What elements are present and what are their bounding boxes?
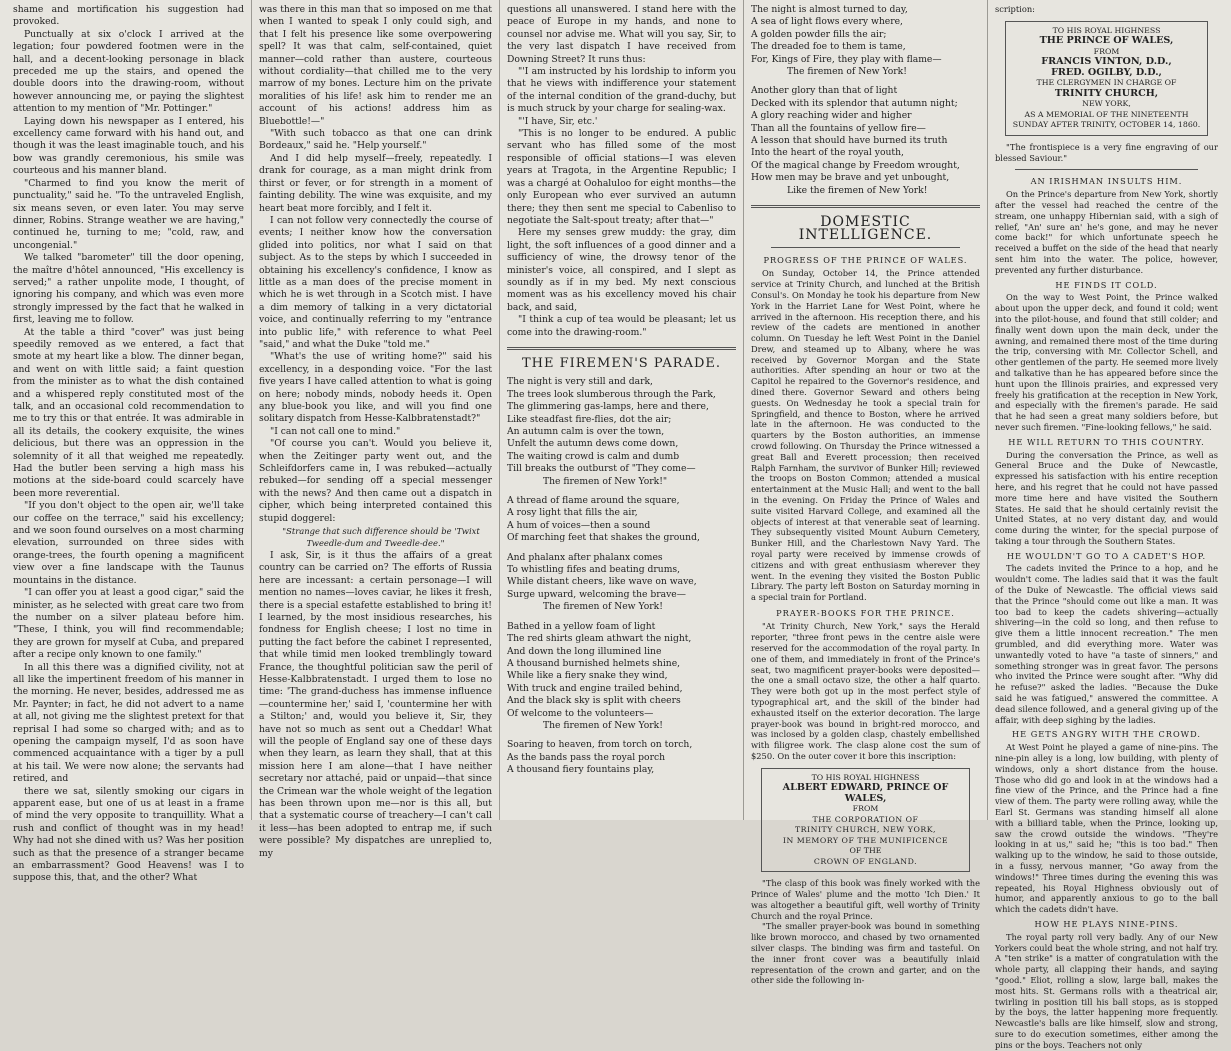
inscription-box bbox=[761, 768, 970, 873]
paragraph: Laying down his newspaper as I entered, his excellency came forward with his hand out, and though it was the least imaginable touch, and his bow was grandly ceremonious, his smile was courteous and his manner bland. bbox=[13, 115, 244, 177]
poem-line: The trees look slumberous through the Park, bbox=[507, 388, 716, 400]
section-text: On the Prince's departure from New York, shortly after the vessel had reached the centre of the stream, one unhappy Hibernian said, with a sigh of relief, "An' sure an' he's gone, and may he never come back!" for which unfortunate speech he received a buffet on the side of the head that nearly sent him into the water. The police, however, prevented any further disturbance. bbox=[995, 189, 1218, 275]
section-divider bbox=[751, 205, 980, 208]
column-5 bbox=[988, 0, 1225, 1050]
box-line: TRINITY CHURCH, bbox=[1054, 87, 1159, 99]
poem-line: As the bands pass the royal porch bbox=[507, 751, 666, 763]
paragraph: I ask, Sir, is it thus the affairs of a great country can be carried on? The efforts of Russia here are incessant: a certain personage—I will mention no names—loves caviar, he likes it fresh, there is a special estafette established to bring it! I learned, by the most insidious researches, his fondness for English cheese; I lost no time in putting the fact before the cabinet I represented, that while timid men looked tremblingly toward France, the thoughtful politician saw the peril of Hesse-Kalbbratenstadt. I urged them to lose no time: 'The grand-duchess has immense influence—countermine her,' said I, 'countermine her with a Stilton;' and, would you believe it, Sir, they have not so much as sent out a Cheddar! What will the people of England say one of these days when they learn, as learn they shall, that at this mission here I am alone—that I have neither secretary nor attaché, paid or unpaid—that since the Crimean war the whole weight of the legation has been thrown upon me—nor is this all, but that a systematic course of treachery—I can't call it less—has been adopted to entrap me, if such were possible? My dispatches are unreplied to, my bbox=[259, 549, 492, 859]
poem-line: Into the heart of the royal youth, bbox=[751, 147, 904, 159]
paragraph: Punctually at six o'clock I arrived at the legation; four powdered footmen were in the hall, and a decent-looking personage in black preceded me up the stairs, and opened the double doors into the drawing-room, without however announcing me, or paying the slightest attention to my mention of "Mr. Pottinger." bbox=[13, 28, 244, 115]
divider bbox=[1015, 169, 1198, 170]
poem-line: A rosy light that fills the air, bbox=[507, 507, 638, 519]
box-line: IN MEMORY OF THE MUNIFICENCE bbox=[782, 835, 949, 845]
poem-line: Till breaks the outburst of "They come— bbox=[507, 463, 696, 475]
stanza-gap bbox=[507, 614, 736, 621]
column-5-sections bbox=[995, 176, 1218, 1050]
poem-continuation bbox=[751, 4, 980, 197]
poem-line: The firemen of New York! bbox=[543, 601, 663, 613]
poem-line: With truck and engine trailed behind, bbox=[507, 682, 683, 694]
subhead-prayer-books: PRAYER-BOOKS FOR THE PRINCE. bbox=[776, 608, 955, 619]
paragraph: "I can offer you at least a good cigar," said the minister, as he selected with great care two from the number on a silver plateau before him. "These, I think, you will find recommendable; they are grown for myself at Cuba, and prepared after a recipe only known to one family." bbox=[13, 587, 244, 661]
progress-text: On Sunday, October 14, the Prince attended service at Trinity Church, and lunched at the British Consul's. On Monday he took his departure from New York in the Harriet Lane for West Point, where he arrived in the afternoon. His reception there, and his review of the cadets are mentioned in another column. On Tuesday he left West Point in the Daniel Drew, and steamed up to Albany, where he was received by Governor Morgan and the State authorities. After spending an hour or two at the Capitol he repaired to the Governor's residence, and dined there. Governor Seward and others being guests. On Wednesday he took a special train for Springfield, and thence to Boston, where he arrived late in the afternoon. He was conducted to the quarters by the Boston authorities, an immense crowd following. On Thursday the Prince witnessed a great Ball and Everett procession; then received Ralph Farnham, the survivor of Bunker Hill; reviewed the troops on Boston Common; attended a musical entertainment at the Music Hall; and went to the ball in the evening. On Friday the Prince of Wales and suite visited Harvard College, and examined all the objects of interest at that venerable seat of learning. They subsequently visited Mount Auburn Cemetery, Bunker Hill, and the Charlestown Navy Yard. The royal party were received by immense crowds of citizens and with great enthusiasm wherever they went. In the evening they visited the Boston Public Library. The party left Boston on Saturday morning in a special train for Portland. bbox=[751, 268, 980, 603]
section-heading: HE FINDS IT COLD. bbox=[1055, 279, 1158, 290]
paragraph: questions all unanswered. I stand here with the peace of Europe in my hands, and none to counsel nor advise me. What will you say, Sir, to the very last dispatch I have received from Downing Street? It runs thus: bbox=[507, 4, 736, 65]
section-text: During the conversation the Prince, as well as General Bruce and the Duke of Newcastle, expressed his satisfaction with his entire reception here, and his regret that he could not have passed more time here and have visited the Southern States. He said that he should certainly revisit the United States, at no very distant day, and would come during the winter, for the special purpose of taking a tour through the Southern States. bbox=[995, 449, 1218, 546]
section-heading: HOW HE PLAYS NINE-PINS. bbox=[1034, 918, 1179, 929]
section-heading: HE GETS ANGRY WITH THE CROWD. bbox=[1012, 729, 1201, 740]
poem-line: A thousand fiery fountains play, bbox=[507, 764, 655, 776]
section-text: At West Point he played a game of nine-pins. The nine-pin alley is a long, low building, with plenty of windows, only a short distance from the house. Those who did go and look in at the windows had a fine view of the Prince, and the Prince had a fine view of them. The party were rolling away, while the Earl St. Germans was standing himself all alone with a billiard table, when the Prince, looking up, saw the crowd outside the windows. "They're looking in at us," said he; "this is too bad." Then walking up to the window, he said to those outside, in a fussy, nervous manner, "Go away from the windows!" Three times during the evening this was repeated, his Royal Highness obviously out of humor, and apparently anxious to go to the ball which the cadets didn't have. bbox=[995, 742, 1218, 915]
poem-line: Than all the fountains of yellow fire— bbox=[751, 122, 926, 134]
column-3-paragraphs bbox=[507, 4, 736, 339]
paragraph: I can not follow very connectedly the course of events; I neither know how the conversation glided into politics, nor what I said on that subject. As to the steps by which I succeeded in obtaining his excellency's confidence, I know as little as a man does of the precise moment in which he is wet through in a Scotch mist. I have a dim memory of talking in a very dictatorial voice, and continually referring to my "entrance into public life," with reference to what Peel "said," and what the Duke "told me." bbox=[259, 214, 492, 350]
poem-line: The night is almost turned to day, bbox=[751, 4, 908, 15]
section-text: The cadets invited the Prince to a hop, and he wouldn't come. The ladies said that it was the fault of the Duke of Newcastle. The official views said that the Prince "should come out like a man. It was too bad to keep the cadets shivering—actually shivering—in the cold so long, and then refuse to give them a little innocent recreation." The men grumbled, and did everything more. Water was unwantedly voted to have "a taste of sinners," and something stronger was in great favor. The persons who invited the Prince were sought after. "Why did he refuse?" asked the ladies. "Because the Duke said he was fatigued," answered the committee. A dead silence followed, and a general giving up of the affair, with deep sighing by the ladies. bbox=[995, 563, 1218, 725]
box-line: THE CORPORATION OF bbox=[812, 814, 919, 824]
poem-line: An autumn calm is over the town, bbox=[507, 426, 665, 437]
box-line: CROWN OF ENGLAND. bbox=[813, 856, 918, 866]
stanza-gap bbox=[507, 488, 736, 495]
column-2-paragraphs-b bbox=[259, 550, 492, 860]
poem-line: The firemen of New York! bbox=[543, 719, 663, 731]
poem-line: The night is very still and dark, bbox=[507, 376, 653, 388]
poem-line: The dreaded foe to them is tame, bbox=[751, 41, 906, 53]
paragraph: shame and mortification his suggestion had provoked. bbox=[13, 4, 244, 28]
poem-line: The firemen of New York!" bbox=[543, 475, 668, 487]
poem-line: The firemen of New York! bbox=[787, 66, 907, 78]
poem-title: THE FIREMEN'S PARADE. bbox=[521, 355, 721, 371]
inscription-box-2 bbox=[1005, 21, 1208, 136]
poem-line: And the black sky is split with cheers bbox=[507, 695, 681, 707]
poem-line: And phalanx after phalanx comes bbox=[507, 551, 663, 563]
poem-line: How men may be brave and yet unbought, bbox=[751, 172, 950, 184]
paragraph: "I can not call one to mind." bbox=[270, 425, 401, 437]
paragraph: "'I have, Sir, etc.' bbox=[518, 115, 598, 127]
poem-line: Soaring to heaven, from torch on torch, bbox=[507, 739, 693, 751]
box-line: FROM bbox=[1093, 46, 1120, 56]
paragraph: there we sat, silently smoking our cigars in apparent ease, but one of us at least in a frame of mind the very opposite to tranquillity. What a rush and conflict of thought was in my head! Why had not she dined with us? Was her position such as that the presence of a stranger became an embarrassment? Good Heavens! was I to suppose this, that, and the other? What bbox=[13, 785, 244, 884]
section-heading: HE WILL RETURN TO THIS COUNTRY. bbox=[1008, 436, 1205, 447]
box-line: NEW YORK, bbox=[1082, 99, 1131, 109]
paragraph: "If you don't object to the open air, we'll take our coffee on the terrace," said his excellency; and we soon found ourselves on a most charming elevation, surrounded on three sides with orange-trees, the fourth opening a magnificent view over a fine landscape with the Taunus mountains in the distance. bbox=[13, 500, 244, 586]
stanza-gap bbox=[507, 545, 736, 552]
poem-line: Of the magical change by Freedom wrought, bbox=[751, 159, 960, 171]
paragraph: At the table a third "cover" was just being speedily removed as we entered, a fact that smote at my heart like a blow. The dinner began, and went on with little said; a faint question from the minister as to what the dish contained and a whispered reply constituted most of the talk, and an occasional cold recommendation to me to try this or that entrée. It was admirable in all its details, the cookery exquisite, the wines delicious, but there was an oppression in the solemnity of it all that weighed me repeatedly. Had the butler been serving a high mass his motions at the side-board could scarcely have been more reverential. bbox=[13, 326, 244, 499]
paragraph: Here my senses grew muddy: the gray, dim light, the soft influences of a good dinner and a sufficiency of wine, the drowsy tenor of the minister's voice, all conspired, and I slept as soundly as if in my bed. My next conscious moment was as his excellency moved his chair back, and said, bbox=[507, 227, 736, 313]
paragraph: We talked "barometer" till the door opening, the maître d'hôtel announced, "His excellency is served;" a rather unpolite mode, I thought, of ignoring his company, and which was even more strongly impressed by the fact that he walked in first, leaving me to follow. bbox=[13, 252, 244, 326]
section-text: The royal party roll very badly. Any of our New Yorkers could beat the whole string, and not half try. A "ten strike" is a matter of congratulation with the whole party, all clapping their hands, and saying "good." Eliot, rolling a slow, large ball, makes the most hits. St. Germans rolls with a theatrical air, twirling in position till his ball stops, as is stopped by the boys, the latter happening more frequently. Newcastle's balls are like himself, slow and strong, sure to do execution sometimes, either among the pins or the boys. Teachers not only bbox=[995, 931, 1218, 1050]
clasp-text: "The clasp of this book was finely worked with the Prince of Wales' plume and the motto 'Ich Dien.' It was altogether a beautiful gift, well worthy of Trinity Church and the royal Prince. bbox=[751, 878, 980, 921]
paragraph: "'I am instructed by his lordship to inform you that he views with indifference your statement of the internal condition of the grand-duchy, but is much struck by your charge for sealing-wax. bbox=[507, 66, 736, 115]
title-rule bbox=[771, 247, 960, 248]
poem-line: Unfelt the autumn dews come down, bbox=[507, 438, 679, 450]
scription-label: scription: bbox=[995, 4, 1035, 14]
prayer-books-text: "At Trinity Church, New York," says the Herald reporter, "three front pews in the centre aisle were reserved for the accommodation of the royal party. In one of them, and immediately in front of the Prince's seat, two magnificent prayer-books were deposited—the one a small octavo size, the other a half quarto. They were both got up in the most perfect style of typographical art, and the skill of the binder had exhausted itself on the exterior decoration. The large prayer-book was bound in bright-red morocco, and was inclosed by a golden clasp, chastely embellished with filigree work. The clasp alone cost the sum of $250. On the outer cover it bore this inscription: bbox=[751, 621, 980, 761]
poem-line: Like the firemen of New York! bbox=[787, 184, 928, 196]
paragraph: "I think a cup of tea would be pleasant; let us come into the drawing-room." bbox=[507, 314, 736, 338]
box-line: TO HIS ROYAL HIGHNESS bbox=[1052, 25, 1161, 35]
column-3 bbox=[500, 0, 744, 820]
poem-line: Decked with its splendor that autumn night; bbox=[751, 97, 958, 109]
paragraph: "What's the use of writing home?" said his excellency, in a desponding voice. "For the last five years I have called attention to what is going on here; nobody minds, nobody heeds it. Open any blue-book you like, and will you find one solitary dispatch from Hesse-Kalbbratenstadt?" bbox=[259, 351, 492, 425]
box-line: FROM bbox=[852, 804, 879, 814]
poem-line: The glimmering gas-lamps, here and there, bbox=[507, 401, 709, 413]
poem-body bbox=[507, 376, 736, 776]
box-line: AS A MEMORIAL OF THE NINETEENTH SUNDAY AFTER TRINITY, OCTOBER 14, 1860. bbox=[1012, 109, 1201, 130]
section-heading: AN IRISHMAN INSULTS HIM. bbox=[1030, 176, 1183, 187]
poem-line: A glory reaching wider and higher bbox=[751, 110, 912, 122]
box-line: TRINITY CHURCH, NEW YORK, bbox=[794, 825, 937, 835]
poem-line: A sea of light flows every where, bbox=[751, 16, 903, 28]
paragraph: In all this there was a dignified civility, not at all like the impertinent freedom of his manner in the morning. He never, besides, addressed me as Mr. Paynter; in fact, he did not advert to a name at all, not giving me the slightest pretext for that reprisal I had some so charged with; and as to opening the campaign myself, I'd as soon have commenced acquaintance with a tiger by a pull at his tail. We were now alone; the servants had retired, and bbox=[13, 661, 244, 785]
poem-line: A golden powder fills the air; bbox=[751, 28, 887, 40]
column-2 bbox=[252, 0, 500, 859]
column-1 bbox=[6, 0, 252, 884]
smaller-book-text: "The smaller prayer-book was bound in something like brown morocco, and chased by two ornamented silver clasps. The binding was firm and tasteful. On the inner front cover was a beautifully inlaid representation of the crown and garter, and on the other side the following in- bbox=[751, 921, 980, 986]
poem-line: For, Kings of Fire, they play with flame— bbox=[751, 53, 942, 65]
box-line: OF THE bbox=[849, 846, 882, 856]
section-text: On the way to West Point, the Prince walked about upon the upper deck, and found it cold; went into the pilot-house, and found that still colder; and finally went down upon the main deck, under the awning, and remained there most of the time during the trip, conversing with Mr. Collector Schell, and other gentlemen of the party. He seemed more lively and talkative than he has appeared before since the hunt upon the Illinois prairies, and expressed very freely his gratification at the reception in New York, and especially with the firemen's parade. He said that he had seen a great many soldiers before, but never such firemen. "Fine-looking fellows," he said. bbox=[995, 292, 1218, 432]
box-line: ALBERT EDWARD, PRINCE OF WALES, bbox=[782, 782, 949, 804]
poem-line: The red shirts gleam athwart the night, bbox=[507, 633, 692, 645]
poem-line: A hum of voices—then a sound bbox=[507, 519, 651, 531]
column-2-paragraphs-a bbox=[259, 4, 492, 525]
section-heading: HE WOULDN'T GO TO A CADET'S HOP. bbox=[1006, 550, 1207, 561]
column-4 bbox=[744, 0, 988, 986]
subhead-progress: PROGRESS OF THE PRINCE OF WALES. bbox=[763, 254, 968, 265]
paragraph: And I did help myself—freely, repeatedly. I drank for courage, as a man might drink from thirst or fever, or for strength in a moment of fainting debility. The wine was exquisite, and my heart beat more forcibly, and I felt it. bbox=[259, 152, 492, 214]
poem-line: To whistling fifes and beating drums, bbox=[507, 564, 681, 576]
poem-line: A thousand burnished helmets shine, bbox=[507, 657, 681, 669]
frontispiece-text: "The frontispiece is a very fine engraving of our blessed Saviour." bbox=[995, 141, 1218, 163]
stanza-gap bbox=[507, 732, 736, 739]
paragraph: was there in this man that so imposed on me that when I wanted to speak I only could sigh, and that I felt his presence like some overpowering spell? It was that calm, self-contained, quiet manner—cold rather than austere, courteous without cordiality—that chilled me to the very marrow of my bones. Lecture him on the private moralities of his life! ask him to render me an account of his actions! address him as Bluebottle!—" bbox=[259, 4, 492, 127]
paragraph: "This is no longer to be endured. A public servant who has filled some of the most responsible of official stations—I was eleven years at Tragota, in the Argentine Republic; I was a chargé at Oohaluloo for eight months—the only European who ever survived an autumn there; they then sent me special to Cabenliso to negotiate the Salt-spout treaty; after that—" bbox=[507, 128, 736, 226]
box-line: THE PRINCE OF WALES, bbox=[1039, 35, 1174, 47]
poem-line: A thread of flame around the square, bbox=[507, 495, 680, 507]
poem-line: Another glory than that of light bbox=[751, 85, 898, 97]
section-divider bbox=[507, 347, 736, 350]
box-line: TO HIS ROYAL HIGHNESS bbox=[811, 772, 920, 782]
poem-line: Of marching feet that shakes the ground, bbox=[507, 532, 700, 544]
paragraph: "Charmed to find you know the merit of punctuality," said he. "To the untraveled English, six means seven, or even later. You may serve dinner, Robins. Strange weather we are having," continued he, turning to me; "cold, raw, and uncongenial." bbox=[13, 177, 244, 251]
poem-line: And down the long illumined line bbox=[507, 645, 662, 657]
domestic-intelligence-title: DOMESTIC INTELLIGENCE. bbox=[798, 214, 933, 243]
poem-line: The waiting crowd is calm and dumb bbox=[507, 450, 680, 462]
poem-line: While distant cheers, like wave on wave, bbox=[507, 576, 697, 588]
poem-line: Bathed in a yellow foam of light bbox=[507, 620, 656, 632]
poem-line: Surge upward, welcoming the brave— bbox=[507, 588, 686, 600]
verse-quote: "Strange that such difference should be 'Twixt Tweedle-dum and Tweedle-dee." bbox=[282, 526, 480, 549]
poem-line: Of welcome to the volunteers— bbox=[507, 707, 654, 719]
box-line: THE CLERGYMEN IN CHARGE OF bbox=[1036, 78, 1177, 88]
poem-line: While like a fiery snake they wind, bbox=[507, 670, 668, 682]
poem-line: Like steadfast fire-flies, dot the air; bbox=[507, 413, 672, 425]
paragraph: "Of course you can't. Would you believe it, when the Zeitinger party went out, and the Schleifdorfers came in, I was rebuked—actually rebuked—for sending off a special messenger with the news? And then came out a dispatch in cipher, which being interpreted contained this stupid doggerel: bbox=[259, 438, 492, 524]
box-line: FRANCIS VINTON, D.D., bbox=[1041, 56, 1172, 68]
poem-line: A lesson that should have burned its truth bbox=[751, 135, 948, 147]
stanza-gap bbox=[751, 78, 980, 85]
box-line: FRED. OGILBY, D.D., bbox=[1051, 66, 1162, 78]
paragraph: "With such tobacco as that one can drink Bordeaux," said he. "Help yourself." bbox=[259, 128, 492, 152]
